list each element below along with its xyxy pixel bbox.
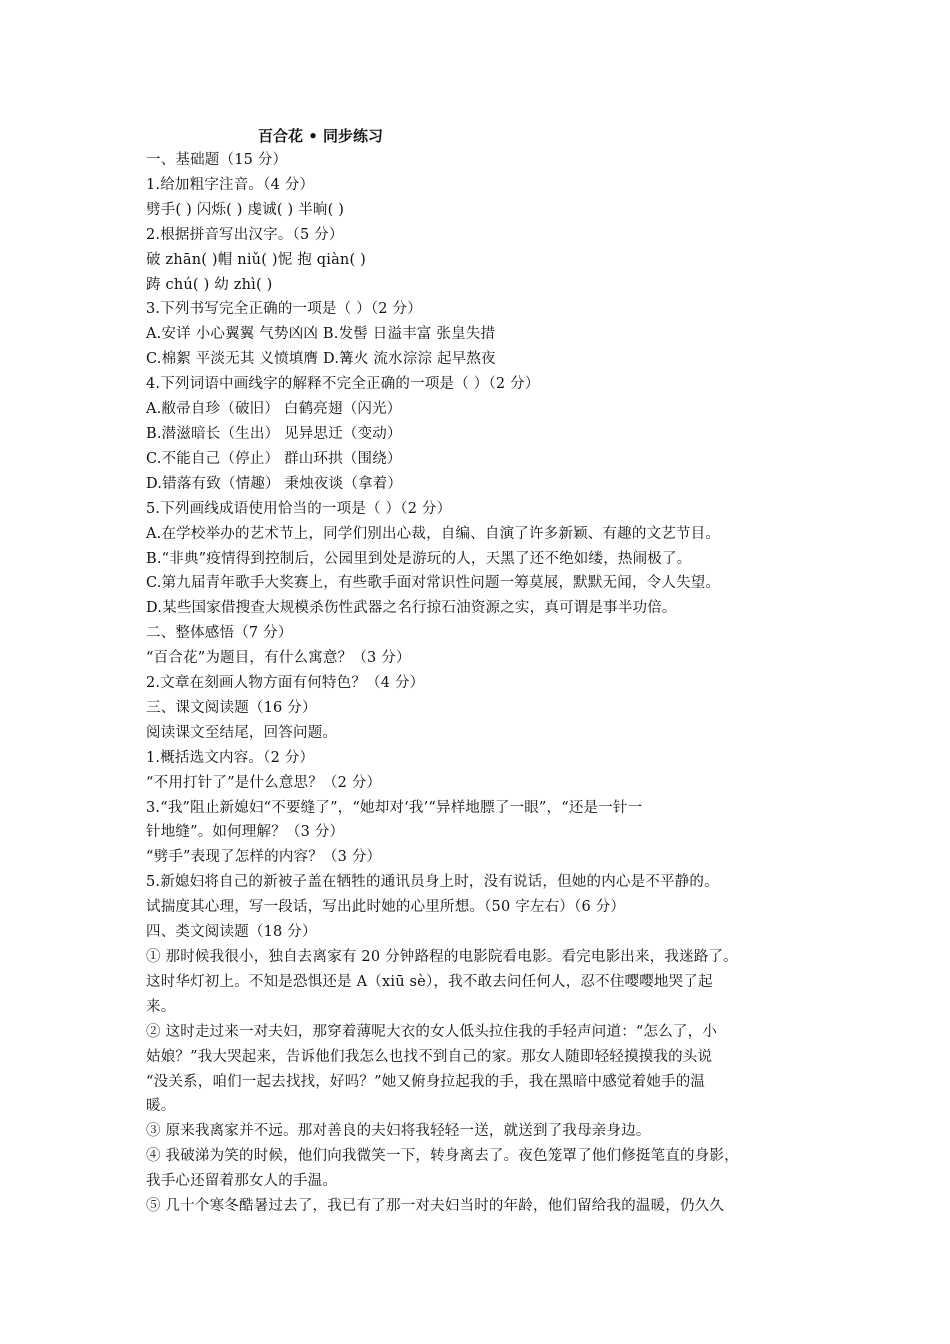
text-line: A.在学校举办的艺术节上，同学们别出心裁，自编、自演了许多新颖、有趣的文艺节目。: [146, 525, 721, 542]
text-line: 2.根据拼音写出汉字。（5 分）: [146, 226, 344, 243]
text-line: 1.概括选文内容。（2 分）: [146, 749, 315, 766]
text-line: ③ 原来我离家并不远。那对善良的夫妇将我轻轻一送，就送到了我母亲身边。: [146, 1123, 651, 1140]
text-line: ⑤ 几十个寒冬酷暑过去了，我已有了那一对夫妇当时的年龄，他们留给我的温暖，仍久久: [146, 1198, 725, 1215]
text-line: 姑娘？”我大哭起来，告诉他们我怎么也找不到自己的家。那女人随即轻轻摸摸我的头说: [146, 1048, 713, 1065]
text-line: C.不能自己（停止） 群山环拱（围绕）: [146, 450, 402, 467]
text-line: C.第九届青年歌手大奖赛上，有些歌手面对常识性问题一筹莫展，默默无闻，令人失望。: [146, 575, 721, 592]
text-line: ② 这时走过来一对夫妇，那穿着薄呢大衣的女人低头拉住我的手轻声问道：“怎么了，小: [146, 1023, 718, 1040]
text-line: 破 zhān( )帽 niǔ( )怩 抱 qiàn( ): [146, 251, 366, 268]
text-line: 四、类文阅读题（18 分）: [146, 924, 317, 941]
text-line: C.棉絮 平淡无其 义愤填膺 D.篝火 流水淙淙 起早熬夜: [146, 351, 496, 368]
text-line: 来。: [146, 998, 176, 1015]
document-page: [146, 124, 826, 1219]
text-line: 3.“我”阻止新媳妇“不要缝了”，“她却对‘我’“异样地膘了一眼”，“还是一针一: [146, 799, 643, 816]
text-line: 3.下列书写完全正确的一项是（ ）（2 分）: [146, 301, 422, 318]
text-line: ① 那时候我很小，独自去离家有 20 分钟路程的电影院看电影。看完电影出来，我迷路了。: [146, 949, 738, 965]
text-line: “劈手”表现了怎样的内容？（3 分）: [146, 849, 382, 866]
text-line: 三、课文阅读题（16 分）: [146, 699, 317, 716]
text-line: 我手心还留着那女人的手温。: [146, 1173, 338, 1190]
text-line: B.潜滋暗长（生出） 见异思迁（变动）: [146, 425, 402, 442]
text-line: A.敝帚自珍（破旧） 白鹤亮翅（闪光）: [146, 401, 402, 418]
text-line: 踌 chú( ) 幼 zhì( ): [146, 276, 273, 293]
text-line: 2.文章在刻画人物方面有何特色？（4 分）: [146, 675, 425, 692]
text-line: ④ 我破涕为笑的时候，他们向我微笑一下，转身离去了。夜色笼罩了他们修挺笔直的身影，: [146, 1148, 739, 1165]
text-line: “没关系，咱们一起去找找，好吗？”她又俯身拉起我的手，我在黑暗中感觉着她手的温: [146, 1073, 706, 1090]
text-line: “百合花”为题目，有什么寓意？（3 分）: [146, 650, 411, 667]
text-line: 阅读课文至结尾，回答问题。: [146, 724, 338, 741]
text-line: D.错落有致（情趣） 秉烛夜谈（拿着）: [146, 475, 403, 492]
text-line: 二、整体感悟（7 分）: [146, 625, 293, 642]
text-line: 试揣度其心理，写一段话，写出此时她的心里所想。（50 字左右）（6 分）: [146, 899, 626, 916]
text-line: D.某些国家借搜查大规模杀伤性武器之名行掠石油资源之实，真可谓是事半功倍。: [146, 600, 677, 617]
text-line: A.安详 小心翼翼 气势凶凶 B.发髻 日溢丰富 张皇失措: [146, 326, 496, 343]
text-line: 这时华灯初上。不知是恐惧还是 A（xiū sè），我不敢去问任何人，忍不住嘤嘤地哭了起: [146, 973, 713, 990]
page-title: 百合花 • 同步练习: [258, 127, 384, 145]
text-line: 一、基础题（15 分）: [146, 152, 288, 168]
text-line: 暖。: [146, 1098, 176, 1115]
text-line: 1.给加粗字注音。（4 分）: [146, 176, 315, 193]
text-line: “不用打针了”是什么意思？（2 分）: [146, 774, 382, 791]
text-line: B.“非典”疫情得到控制后，公园里到处是游玩的人，天黑了还不绝如缕，热闹极了。: [146, 550, 692, 567]
text-line: 劈手( ) 闪烁( ) 虔诚( ) 半晌( ): [146, 201, 345, 218]
text-line: 5.下列画线成语使用恰当的一项是（ ）（2 分）: [146, 500, 452, 517]
text-line: 4.下列词语中画线字的解释不完全正确的一项是（ ）（2 分）: [146, 376, 540, 393]
text-line: 针地缝”。如何理解？（3 分）: [146, 824, 345, 841]
document-body: [146, 148, 826, 1219]
text-line: 5.新媳妇将自己的新被子盖在牺牲的通讯员身上时，没有说话，但她的内心是不平静的。: [146, 874, 719, 891]
